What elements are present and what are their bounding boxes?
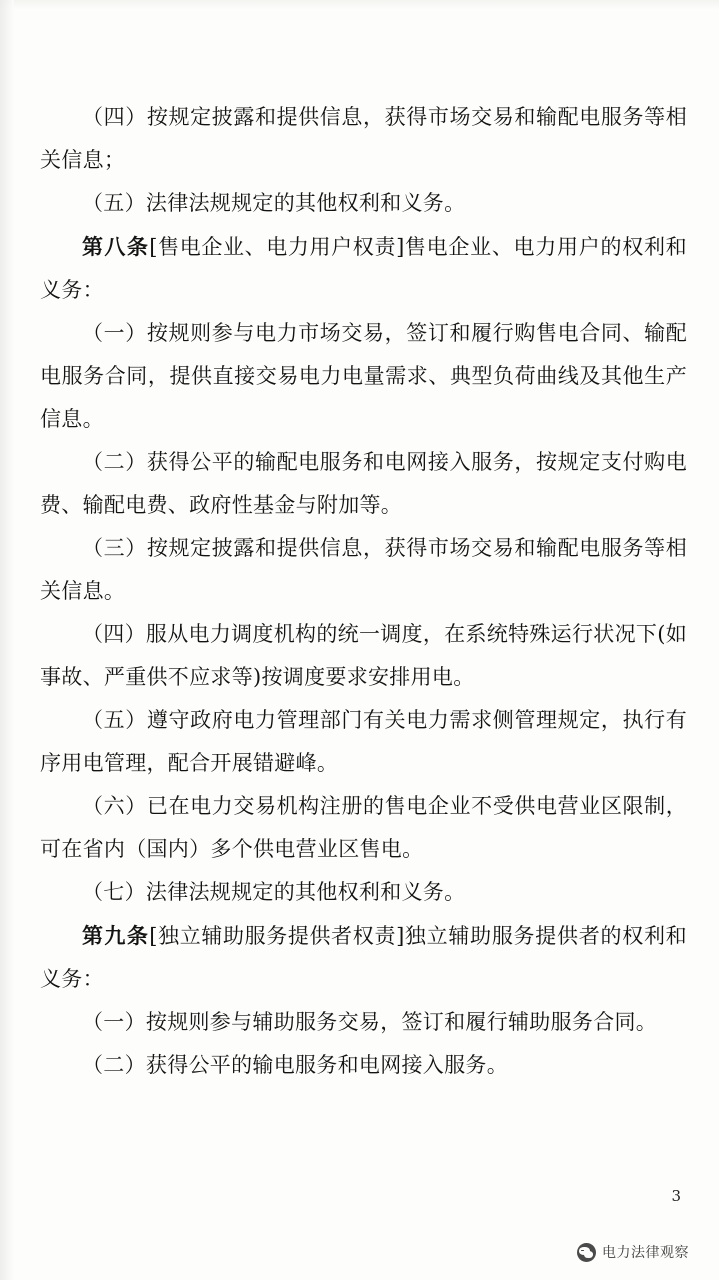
article-nine-text: 独立辅助服务提供者的权利和义务： <box>40 924 687 991</box>
paragraph-eight-five: （五）遵守政府电力管理部门有关电力需求侧管理规定，执行有序用电管理，配合开展错避峰。 <box>40 708 687 775</box>
paragraph-eight-seven: （七）法律法规规定的其他权利和义务。 <box>82 880 466 904</box>
paragraph-eight-two: （二）获得公平的输配电服务和电网接入服务，按规定支付购电费、输配电费、政府性基金与附加等。 <box>40 450 687 517</box>
article-nine-heading <box>40 914 687 1001</box>
paragraph-nine-two: （二）获得公平的输电服务和电网接入服务。 <box>82 1053 508 1077</box>
page-number: 3 <box>671 1187 681 1205</box>
scan-edge-top <box>0 0 719 10</box>
paragraph-eight-one: （一）按规则参与电力市场交易，签订和履行购售电合同、输配电服务合同，提供直接交易电力电量需求、典型负荷曲线及其他生产信息。 <box>40 321 687 431</box>
paragraph-five-other-rights: （五）法律法规规定的其他权利和义务。 <box>82 191 466 215</box>
article-eight-heading <box>40 225 687 312</box>
article-nine-label: 第九条 <box>82 923 150 948</box>
paragraph-four-disclose: （四）按规定披露和提供信息，获得市场交易和输配电服务等相关信息； <box>40 105 687 172</box>
brand-label: 电力法律观察 <box>602 1245 689 1261</box>
footer-brand <box>577 1242 689 1262</box>
article-eight-label: 第八条 <box>82 234 150 259</box>
article-eight-bracket-title: [售电企业、电力用户权责] <box>149 235 405 259</box>
scan-edge-left <box>0 0 14 1280</box>
paragraph-eight-four: （四）服从电力调度机构的统一调度，在系统特殊运行状况下(如事故、严重供不应求等)按调度要求安排用电。 <box>40 622 687 689</box>
paragraph-nine-one: （一）按规则参与辅助服务交易，签订和履行辅助服务合同。 <box>82 1010 658 1034</box>
article-nine-bracket-title: [独立辅助服务提供者权责] <box>149 924 405 948</box>
article-eight-text: 售电企业、电力用户的权利和义务： <box>40 235 687 302</box>
paragraph-eight-six: （六）已在电力交易机构注册的售电企业不受供电营业区限制，可在省内（国内）多个供电营业区售电。 <box>40 794 687 861</box>
paragraph-eight-three: （三）按规定披露和提供信息，获得市场交易和输配电服务等相关信息。 <box>40 536 687 603</box>
document-body <box>40 96 687 1087</box>
wechat-icon <box>577 1243 596 1262</box>
